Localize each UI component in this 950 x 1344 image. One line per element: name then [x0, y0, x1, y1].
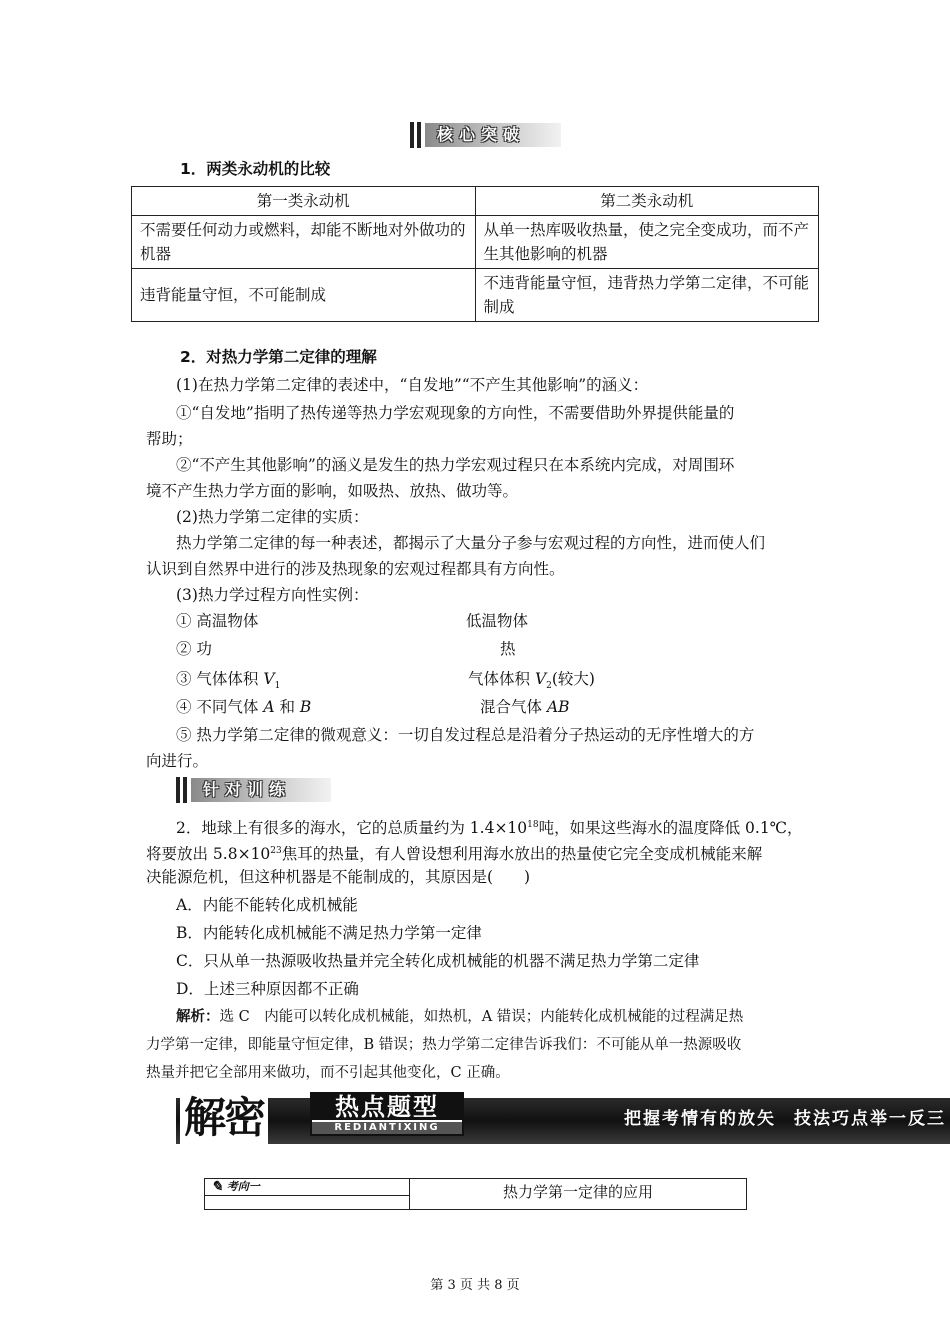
hot-topics-banner: [176, 1093, 950, 1144]
paragraph: 帮助；: [146, 430, 193, 448]
example-text: 和: [274, 698, 300, 716]
example-text: ③ 气体体积: [176, 670, 264, 688]
paragraph: 热力学第二定律的每一种表述，都揭示了大量分子参与宏观过程的方向性，进而使人们: [176, 534, 766, 552]
question-text: 焦耳的热量，有人曾设想利用海水放出的热量使它完全变成机械能来解: [281, 845, 763, 864]
analysis-line: [176, 1004, 743, 1030]
paragraph: (2)热力学第二定律的实质：: [176, 508, 369, 526]
table-row: [132, 269, 819, 322]
pen-icon: ✎: [211, 1179, 223, 1195]
paragraph: ⑤ 热力学第二定律的微观意义：一切自发过程总是沿着分子热运动的无序性增大的方: [176, 726, 755, 744]
option-c: C．只从单一热源吸收热量并完全转化成机械能的机器不满足热力学第二定律: [176, 952, 700, 970]
paragraph: (1)在热力学第二定律的表述中，“自发地”“不产生其他影响”的涵义：: [176, 376, 649, 394]
topic-tag-label: 考向一: [226, 1180, 260, 1193]
table-header-cell: 第一类永动机: [132, 187, 476, 216]
example-left: ② 功: [176, 640, 212, 658]
banner-title: 核心突破: [425, 123, 561, 147]
variable: A: [263, 698, 275, 716]
example-right: 低温物体: [466, 612, 529, 630]
table-cell: 违背能量守恒，不可能制成: [132, 269, 476, 322]
superscript: 23: [270, 846, 282, 856]
subscript: 1: [274, 681, 281, 692]
table-header-row: [132, 187, 819, 216]
question-line: [146, 838, 762, 867]
analysis-line: 力学第一定律，即能量守恒定律，B 错误；热力学第二定律告诉我们：不可能从单一热源吸收: [146, 1037, 742, 1053]
variable: V: [534, 670, 547, 688]
section-banner-training: [176, 777, 331, 803]
subscript: 2: [546, 681, 552, 692]
variable: AB: [546, 698, 570, 716]
table-cell: 从单一热库吸收热量，使之完全变成功，而不产生其他影响的机器: [475, 216, 819, 269]
example-right: [480, 694, 570, 720]
banner-left-title: 解密: [180, 1092, 268, 1144]
item1-title: 1．两类永动机的比较: [180, 160, 331, 178]
question-text: 将要放出 5.8×10: [146, 845, 271, 864]
banner-bars: [410, 122, 421, 148]
variable: B: [299, 698, 312, 716]
topic-tag: [205, 1179, 409, 1196]
table-cell: 不需要任何动力或燃料，却能不断地对外做功的机器: [132, 216, 476, 269]
section-banner-core: [410, 122, 561, 148]
banner-title: 针对训练: [191, 778, 331, 802]
analysis-label: 解析：: [176, 1009, 220, 1025]
banner-mid-box: [310, 1092, 464, 1136]
table-header-cell: 第二类永动机: [475, 187, 819, 216]
topic-box: [204, 1178, 747, 1210]
example-text: 气体体积: [468, 670, 535, 688]
page-footer: 第 3 页 共 8 页: [430, 1278, 520, 1293]
table-cell: 不违背能量守恒，违背热力学第二定律，不可能制成: [475, 269, 819, 322]
question-text: 2．地球上有很多的海水，它的总质量约为 1.4×10: [176, 819, 528, 838]
banner-mid-title: 热点题型: [312, 1094, 462, 1120]
analysis-line: 热量并把它全部用来做功，而不引起其他变化，C 正确。: [146, 1065, 510, 1081]
paragraph: 向进行。: [146, 752, 209, 770]
slogan-part: 把握考情有的放矢: [624, 1109, 776, 1129]
example-text: 混合气体: [480, 698, 547, 716]
option-d: D．上述三种原因都不正确: [176, 980, 359, 998]
paragraph: 认识到自然界中进行的涉及热现象的宏观过程都具有方向性。: [146, 560, 565, 578]
analysis-text: 选 C 内能可以转化成机械能，如热机，A 错误；内能转化成机械能的过程满足热: [219, 1009, 744, 1025]
question-line: [176, 812, 803, 841]
paragraph: 境不产生热力学方面的影响，如吸热、放热、做功等。: [146, 482, 519, 500]
banner-mid-subtitle: REDIANTIXING: [312, 1122, 462, 1134]
banner-right-slogan: [624, 1104, 946, 1129]
paragraph: ②“不产生其他影响”的涵义是发生的热力学宏观过程只在本系统内完成，对周围环: [176, 456, 735, 474]
item2-title: 2．对热力学第二定律的理解: [180, 348, 377, 366]
example-text: ④ 不同气体: [176, 698, 264, 716]
comparison-table: [131, 186, 819, 322]
question-line: 决能源危机，但这种机器是不能制成的，其原因是( ): [146, 868, 531, 886]
option-a: A．内能不能转化成机械能: [176, 896, 358, 914]
banner-bars: [176, 777, 187, 803]
paragraph: ①“自发地”指明了热传递等热力学宏观现象的方向性，不需要借助外界提供能量的: [176, 404, 735, 422]
paragraph: (3)热力学过程方向性实例：: [176, 586, 369, 604]
option-b: B．内能转化成机械能不满足热力学第一定律: [176, 924, 482, 942]
question-text: 吨，如果这些海水的温度降低 0.1℃，: [538, 819, 803, 838]
example-text: (较大): [551, 670, 595, 688]
table-row: [132, 216, 819, 269]
topic-title: 热力学第一定律的应用: [409, 1179, 746, 1209]
example-left: ① 高温物体: [176, 612, 259, 630]
slogan-part: 技法巧点举一反三: [794, 1109, 946, 1129]
variable: V: [263, 670, 275, 688]
example-left: [176, 694, 311, 720]
example-right: 热: [500, 640, 516, 658]
superscript: 18: [527, 820, 539, 830]
